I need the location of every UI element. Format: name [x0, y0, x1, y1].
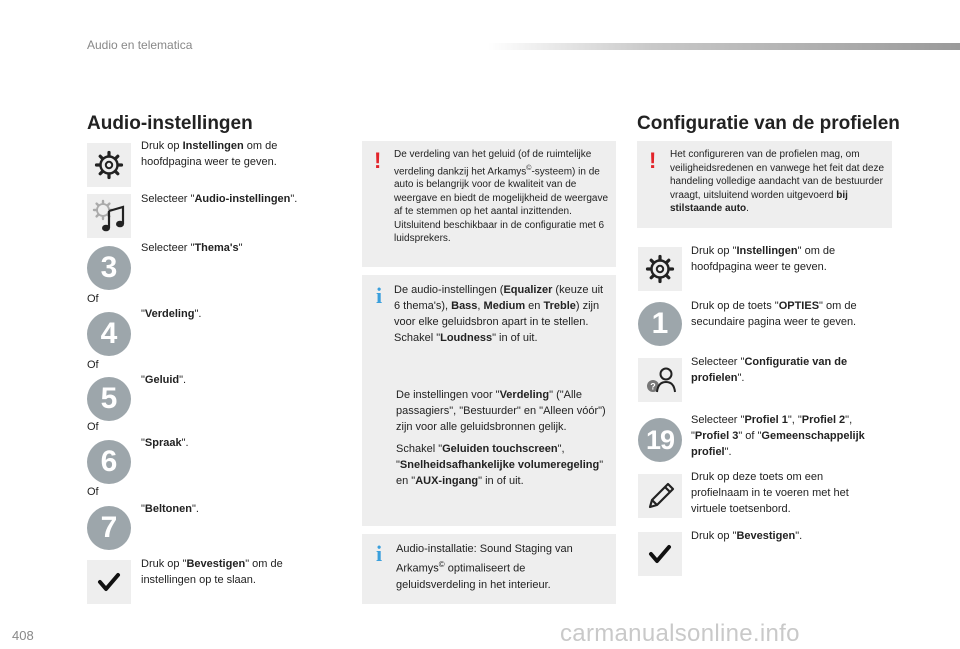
step-text: Selecteer "Configuratie van de profielen". [691, 356, 848, 384]
step-text: "Geluid". [141, 374, 187, 386]
svg-text:?: ? [650, 381, 656, 392]
checkmark-icon [87, 560, 131, 604]
step-text: Selecteer "Audio-instellingen". [141, 193, 298, 205]
step-number-badge: 1 [638, 302, 682, 346]
step-number-badge: 4 [87, 312, 131, 356]
or-label: Of [87, 421, 99, 433]
info-icon: i [376, 283, 383, 308]
profile-help-icon [638, 358, 682, 402]
step-text: "Beltonen". [141, 503, 199, 515]
info-icon: i [376, 541, 383, 566]
or-label: Of [87, 293, 99, 305]
gear-music-icon [87, 194, 131, 238]
warning-note-text: Het configureren van de profielen mag, om veiligheidsredenen en vanwege het feit dat deze handeling volledige aandacht van de bestuurder vraagt, uitsluitend worden uitgevoerd bij stilstaande auto. [670, 149, 885, 214]
step-text: Druk op "Instellingen" om de hoofdpagina weer te geven. [691, 245, 836, 273]
step-text: Druk op "Bevestigen" om de instellingen op te slaan. [141, 558, 283, 586]
running-header: Audio en telematica [87, 38, 193, 52]
gear-icon [638, 247, 682, 291]
info-note-text: De instellingen voor "Verdeling" ("Alle passagiers", "Bestuurder" en "Alleen vóór") zijn voor alle geluidsbronnen gelijk. Schakel "Geluiden touchscreen", "Snelheidsafhankelijke volumeregeling" en "AUX-ingang" in of uit. [396, 389, 606, 487]
exclamation-icon: ! [649, 148, 657, 173]
pencil-icon [638, 474, 682, 518]
step-text: Druk op "Bevestigen". [691, 530, 803, 542]
step-text: "Verdeling". [141, 308, 202, 320]
checkmark-icon [638, 532, 682, 576]
or-label: Of [87, 359, 99, 371]
step-text: "Spraak". [141, 437, 189, 449]
gear-icon [87, 143, 131, 187]
step-text: Selecteer "Thema's" [141, 242, 243, 254]
header-gradient-bar [488, 43, 960, 50]
step-text: Druk op Instellingen om de hoofdpagina weer te geven. [141, 140, 278, 168]
info-note-text: De audio-instellingen (Equalizer (keuze uit 6 thema's), Bass, Medium en Treble) zijn voor elke geluidsbron apart in te stellen. Schakel "Loudness" in of uit. [394, 284, 604, 344]
section-title-audio-settings: Audio-instellingen [87, 113, 253, 134]
step-number-badge: 19 [638, 418, 682, 462]
info-note-text: Audio-installatie: Sound Staging van Arkamys© optimaliseert de geluidsverdeling in het interieur. [396, 543, 573, 591]
step-text: Druk op de toets "OPTIES" om de secundaire pagina weer te geven. [691, 300, 857, 328]
exclamation-icon: ! [374, 148, 382, 173]
step-number-badge: 7 [87, 506, 131, 550]
step-text: Druk op deze toets om een profielnaam in te voeren met het virtuele toetsenbord. [691, 471, 849, 515]
step-number-badge: 5 [87, 377, 131, 421]
step-number-badge: 3 [87, 246, 131, 290]
step-number-badge: 6 [87, 440, 131, 484]
watermark: carmanualsonline.info [560, 620, 800, 647]
section-title-profile-config: Configuratie van de profielen [637, 113, 900, 134]
page-number: 408 [12, 628, 34, 643]
step-text: Selecteer "Profiel 1", "Profiel 2", "Profiel 3" of "Gemeenschappelijk profiel". [691, 414, 865, 458]
warning-note-text: De verdeling van het geluid (of de ruimtelijke verdeling dankzij het Arkamys©-systeem) in de auto is belangrijk voor de kwaliteit van de weergave en biedt de mogelijkheid de weergave af te stemmen op het aantal inzittenden. Uitsluitend beschikbaar in de configuratie met 6 luidsprekers. [394, 149, 609, 245]
or-label: Of [87, 486, 99, 498]
